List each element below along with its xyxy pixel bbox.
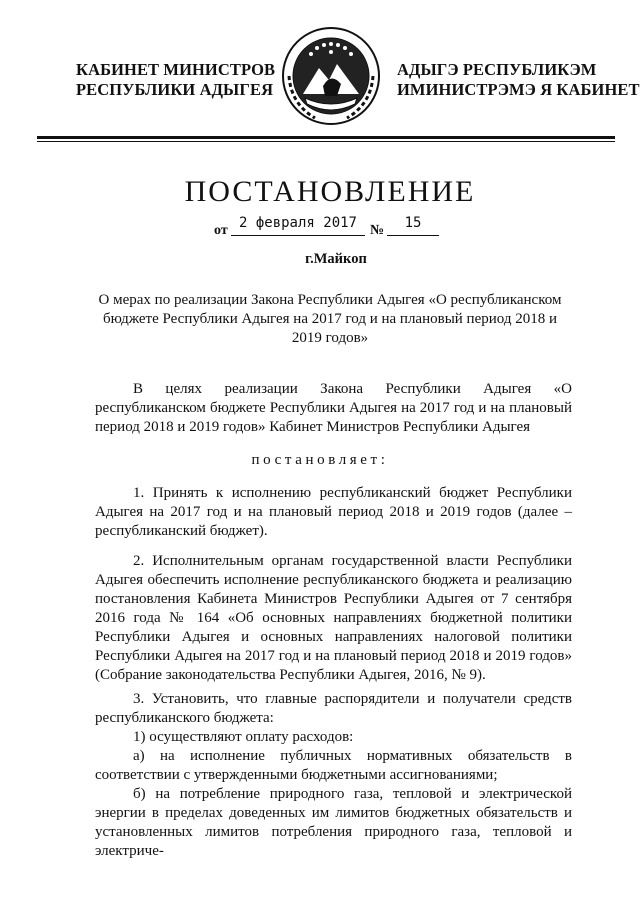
date-label: от bbox=[214, 223, 228, 238]
preamble bbox=[95, 380, 572, 437]
clause-2-text: 2. Исполнительным органам государственной власти Республики Адыгея обеспечить исполнение республиканского бюджета и реализацию постановления Кабинета Министров Республики Адыгея от 7 сентября 2016 года № 164 «Об основных направлениях бюджетной политики Республики Адыгея и основных направлениях налоговой политики Республики Адыгея на 2017 год и на плановый период 2018 и 2019 годов» (Собрание законодательства Республики Адыгея, 2016, № 9). bbox=[95, 553, 572, 683]
number-field: 15 bbox=[387, 213, 439, 236]
document-meta bbox=[0, 213, 640, 239]
decree-word: постановляет: bbox=[251, 452, 389, 468]
number-label: № bbox=[370, 223, 385, 238]
date-field: 2 февраля 2017 bbox=[231, 213, 365, 236]
coat-of-arms-icon bbox=[279, 24, 383, 128]
issuer-name-adyghe bbox=[397, 60, 640, 100]
clause-3-intro: 3. Установить, что главные распорядители и получатели средств республиканского бюджета: bbox=[95, 691, 572, 726]
preamble-text: В целях реализации Закона Республики Адыгея «О республиканском бюджете Республики Адыгея на 2017 год и на плановый период 2018 и 2019 годов» Кабинет Министров Республики Адыгея bbox=[95, 381, 572, 435]
city: г.Майкоп bbox=[305, 251, 367, 267]
clause-1-text: 1. Принять к исполнению республиканский бюджет Республики Адыгея на 2017 год и на плановый период 2018 и 2019 годов (далее – республиканский бюджет). bbox=[95, 485, 572, 539]
issuer-line-1: КАБИНЕТ МИНИСТРОВ bbox=[76, 60, 276, 79]
clause-3-sub-1-a: а) на исполнение публичных нормативных обязательств в соответствии с утвержденными бюджетными ассигнованиями; bbox=[95, 748, 572, 783]
issuer-line-1: АДЫГЭ РЕСПУБЛИКЭМ bbox=[397, 60, 597, 79]
clause-3 bbox=[95, 690, 572, 861]
header-rule-thick bbox=[37, 136, 615, 139]
clause-2 bbox=[95, 552, 572, 685]
document-subject: О мерах по реализации Закона Республики Адыгея «О республиканском бюджете Республики Адыгея на 2017 год и на плановый период 2018 и 2019 годов» bbox=[98, 292, 562, 346]
clause-3-sub-1-b: б) на потребление природного газа, тепловой и электрической энергии в пределах доведенных им лимитов бюджетных обязательств и установленных лимитов потребления природного газа, тепловой и электриче- bbox=[95, 786, 572, 859]
header-rule-thin bbox=[37, 141, 615, 142]
clause-3-sub-1: 1) осуществляют оплату расходов: bbox=[133, 729, 354, 745]
issuer-line-2: ИМИНИСТРЭМЭ Я КАБИНЕТ bbox=[397, 80, 640, 99]
document-title: ПОСТАНОВЛЕНИЕ bbox=[184, 175, 476, 208]
issuer-line-2: РЕСПУБЛИКИ АДЫГЕЯ bbox=[76, 80, 274, 99]
issuer-name-russian bbox=[76, 60, 275, 100]
clause-1 bbox=[95, 484, 572, 541]
